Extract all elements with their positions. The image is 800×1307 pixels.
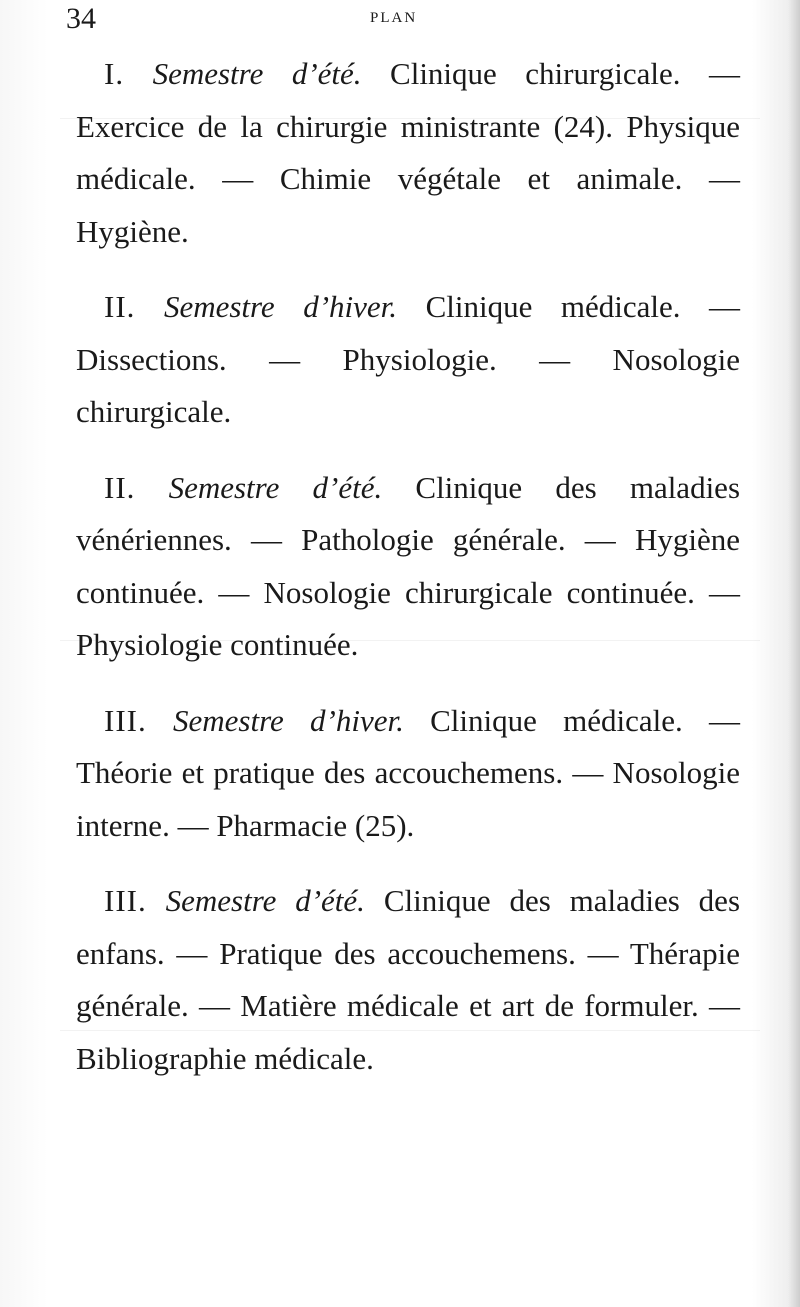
course-list: Clinique médicale. — Dissections. — Physiologie. — Nosologie chirurgicale. <box>76 289 741 429</box>
paragraph-semester-1-summer <box>76 48 740 258</box>
course-list: Clinique des maladies vénériennes. — Pathologie générale. — Hygiène continuée. — Nosologie chirurgicale continuée. — Physiologie continuée. <box>76 469 741 662</box>
paragraph-semester-3-winter <box>76 695 740 853</box>
running-head: PLAN <box>370 10 418 26</box>
course-list: Clinique des maladies des enfans. — Pratique des accouchemens. — Thérapie générale. — Matière médicale et art de formuler. — Bibliographie médicale. <box>76 883 741 1076</box>
paragraph-semester-2-summer <box>76 462 740 672</box>
semester-numeral: I. <box>104 56 125 91</box>
page-number: 34 <box>66 2 96 35</box>
semester-numeral: II. <box>104 469 136 505</box>
course-list: Clinique médicale. — Théorie et pratique des accouchemens. — Nosologie interne. — Pharmacie (25). <box>76 702 741 843</box>
semester-term: Semestre d’hiver. <box>173 702 404 738</box>
course-list: Clinique chirurgicale. — Exercice de la chirurgie ministrante (24). Physique médicale. — Chimie végétale et animale. — Hygiène. <box>76 56 740 249</box>
semester-term: Semestre d’été. <box>168 469 383 505</box>
paragraph-semester-3-summer <box>76 875 740 1085</box>
semester-numeral: III. <box>104 702 147 738</box>
body-text <box>76 48 740 1108</box>
semester-numeral: II. <box>104 289 136 324</box>
page-edge-shadow <box>788 0 800 1307</box>
semester-term: Semestre d’hiver. <box>163 289 398 324</box>
semester-term: Semestre d’été. <box>165 883 365 918</box>
paragraph-semester-2-winter <box>76 281 740 439</box>
semester-numeral: III. <box>104 883 147 918</box>
semester-term: Semestre d’été. <box>152 56 362 91</box>
